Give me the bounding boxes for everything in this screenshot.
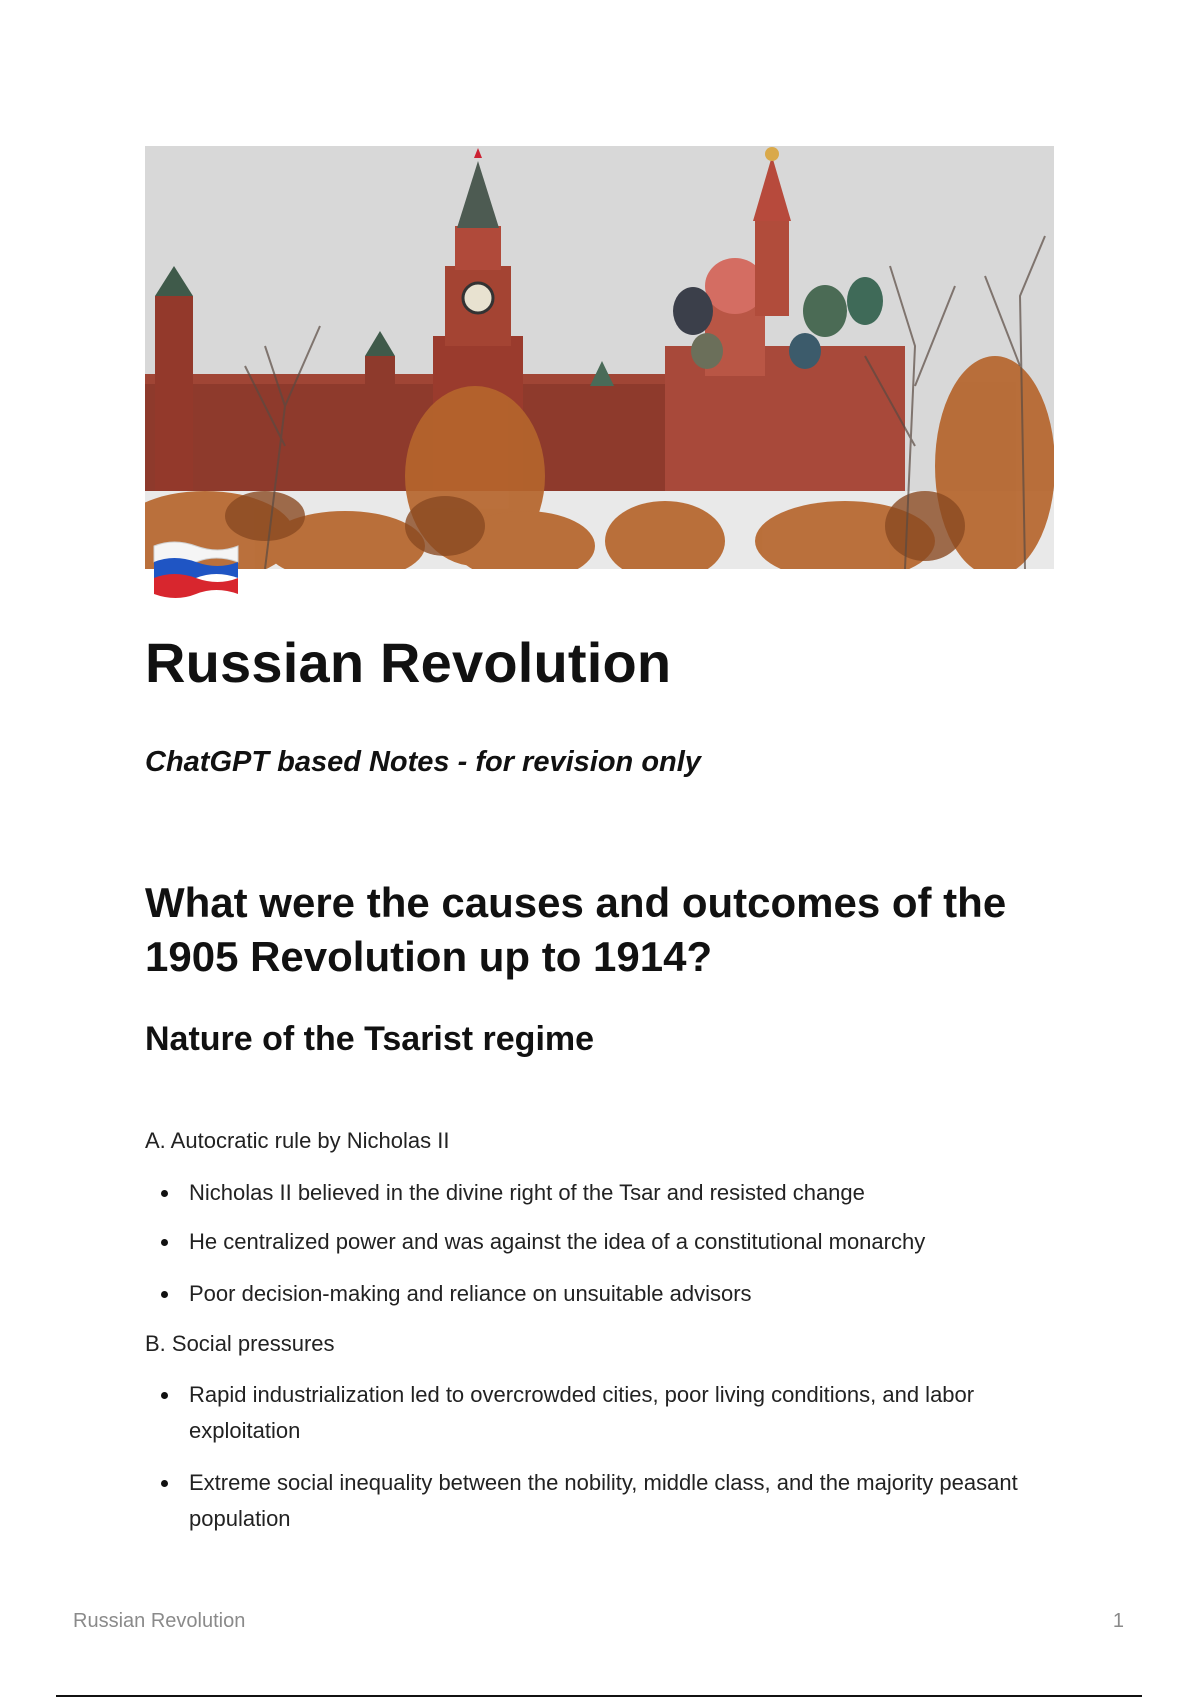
bullet-icon <box>161 1291 168 1298</box>
list-item <box>145 1276 1065 1312</box>
bullet-icon <box>161 1190 168 1197</box>
list-item <box>145 1465 1065 1537</box>
list-item-text: Poor decision-making and reliance on unsuitable advisors <box>189 1281 752 1306</box>
russia-flag-icon <box>152 538 240 602</box>
subsection-heading: Nature of the Tsarist regime <box>145 1020 595 1058</box>
list-item <box>145 1224 1065 1260</box>
footer-title: Russian Revolution <box>73 1610 246 1632</box>
footer-divider <box>56 1695 1142 1697</box>
page-subtitle: ChatGPT based Notes - for revision only <box>145 746 701 778</box>
list-item <box>145 1377 1065 1449</box>
page-number: 1 <box>1112 1610 1124 1632</box>
list-item-text: He centralized power and was against the idea of a constitutional monarchy <box>189 1229 926 1254</box>
list-item-text: Extreme social inequality between the nobility, middle class, and the majority peasant population <box>189 1470 1018 1531</box>
section-label-b: B. Social pressures <box>145 1331 335 1356</box>
cover-image <box>145 146 1054 569</box>
page-title: Russian Revolution <box>145 631 672 694</box>
bullet-icon <box>161 1480 168 1487</box>
list-item <box>145 1175 1065 1211</box>
bullet-list-a <box>145 1175 1065 1312</box>
bullet-list-b <box>145 1377 1065 1537</box>
bullet-icon <box>161 1392 168 1399</box>
list-item-text: Rapid industrialization led to overcrowded cities, poor living conditions, and labor exploitation <box>189 1382 975 1443</box>
bullet-icon <box>161 1239 168 1246</box>
section-heading: What were the causes and outcomes of the 1905 Revolution up to 1914? <box>145 879 1007 980</box>
section-label-a: A. Autocratic rule by Nicholas II <box>145 1128 450 1153</box>
list-item-text: Nicholas II believed in the divine right of the Tsar and resisted change <box>189 1180 865 1205</box>
